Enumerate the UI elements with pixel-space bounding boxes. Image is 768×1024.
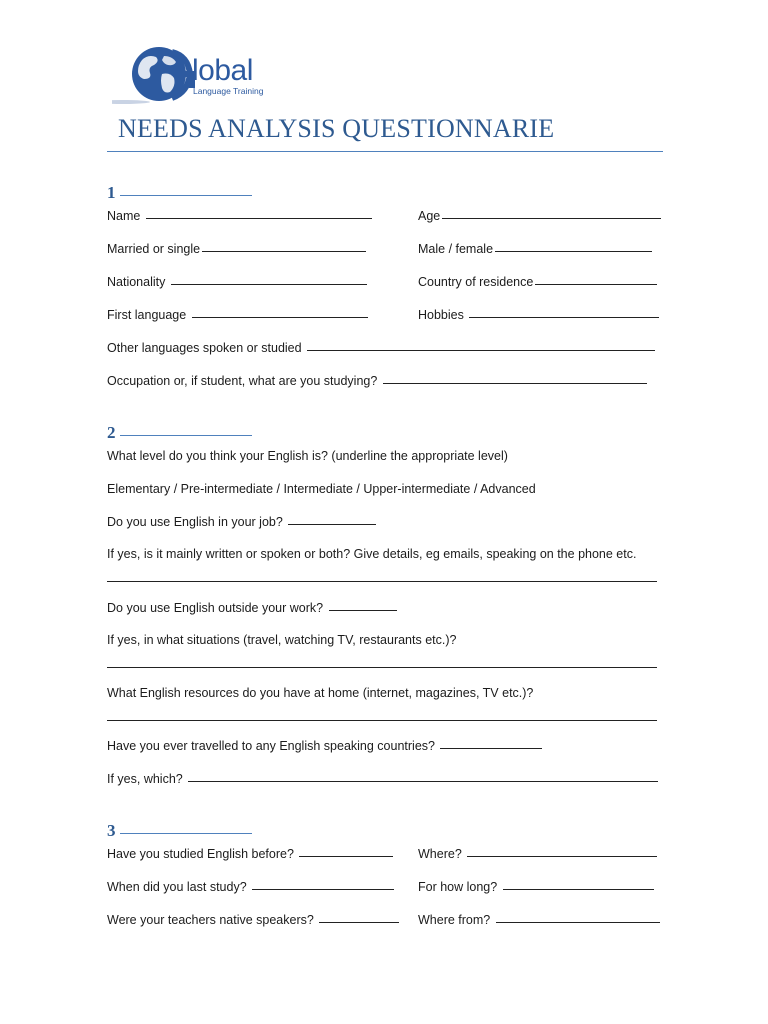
travelled-label: Have you ever travelled to any English speaking countries? <box>107 739 435 753</box>
where-from-label: Where from? <box>418 913 491 927</box>
occupation-blank[interactable] <box>383 383 647 384</box>
section-1-number: 1 <box>107 183 116 202</box>
how-long-field[interactable] <box>418 879 654 895</box>
married-field[interactable] <box>107 241 366 257</box>
hobbies-field[interactable] <box>418 307 659 323</box>
gender-field[interactable] <box>418 241 652 257</box>
job-question-label: Do you use English in your job? <box>107 515 283 529</box>
travelled-field[interactable] <box>107 738 542 754</box>
job-blank[interactable] <box>288 524 376 525</box>
age-blank[interactable] <box>442 218 661 219</box>
age-label: Age <box>418 209 441 223</box>
which-label: If yes, which? <box>107 772 183 786</box>
occupation-field[interactable] <box>107 373 647 389</box>
last-study-blank[interactable] <box>252 889 394 890</box>
section-1-heading <box>107 183 252 203</box>
hobbies-label: Hobbies <box>418 308 464 322</box>
outside-work-field[interactable] <box>107 600 397 616</box>
situations-question: If yes, in what situations (travel, watching TV, restaurants etc.)? <box>107 633 457 647</box>
other-languages-blank[interactable] <box>307 350 655 351</box>
logo-subtitle: Language Training <box>193 86 264 96</box>
where-blank[interactable] <box>467 856 657 857</box>
residence-blank[interactable] <box>535 284 657 285</box>
level-options[interactable]: Elementary / Pre-intermediate / Intermediate / Upper-intermediate / Advanced <box>107 482 536 496</box>
married-blank[interactable] <box>202 251 366 252</box>
title-divider <box>107 151 663 152</box>
gender-blank[interactable] <box>495 251 652 252</box>
how-long-label: For how long? <box>418 880 498 894</box>
other-languages-label: Other languages spoken or studied <box>107 341 302 355</box>
level-question: What level do you think your English is? (underline the appropriate level) <box>107 449 508 463</box>
studied-before-label: Have you studied English before? <box>107 847 294 861</box>
section-3-number: 3 <box>107 821 116 840</box>
section-2-rule <box>120 435 252 436</box>
age-field[interactable] <box>418 208 661 224</box>
native-speakers-blank[interactable] <box>319 922 399 923</box>
studied-before-blank[interactable] <box>299 856 393 857</box>
page-title: NEEDS ANALYSIS QUESTIONNARIE <box>118 114 555 143</box>
native-speakers-field[interactable] <box>107 912 399 928</box>
last-study-label: When did you last study? <box>107 880 247 894</box>
name-field[interactable] <box>107 208 372 224</box>
logo-text: lobal <box>192 54 253 87</box>
occupation-label: Occupation or, if student, what are you studying? <box>107 374 378 388</box>
native-speakers-label: Were your teachers native speakers? <box>107 913 314 927</box>
name-label: Name <box>107 209 141 223</box>
first-language-blank[interactable] <box>192 317 368 318</box>
first-language-field[interactable] <box>107 307 368 323</box>
outside-work-blank[interactable] <box>329 610 397 611</box>
section-2-heading <box>107 423 252 443</box>
last-study-field[interactable] <box>107 879 394 895</box>
which-field[interactable] <box>107 771 658 787</box>
first-language-label: First language <box>107 308 187 322</box>
situations-answer-line[interactable] <box>107 667 657 668</box>
written-question: If yes, is it mainly written or spoken or both? Give details, eg emails, speaking on the phone etc. <box>107 547 637 561</box>
nationality-field[interactable] <box>107 274 367 290</box>
nationality-label: Nationality <box>107 275 166 289</box>
section-2-number: 2 <box>107 423 116 442</box>
gender-label: Male / female <box>418 242 494 256</box>
section-3-rule <box>120 833 252 834</box>
written-answer-line[interactable] <box>107 581 657 582</box>
where-from-blank[interactable] <box>496 922 660 923</box>
outside-work-label: Do you use English outside your work? <box>107 601 324 615</box>
hobbies-blank[interactable] <box>469 317 659 318</box>
section-1-rule <box>120 195 252 196</box>
job-question-field[interactable] <box>107 514 376 530</box>
other-languages-field[interactable] <box>107 340 655 356</box>
where-field[interactable] <box>418 846 657 862</box>
resources-answer-line[interactable] <box>107 720 657 721</box>
studied-before-field[interactable] <box>107 846 393 862</box>
name-blank[interactable] <box>146 218 372 219</box>
married-label: Married or single <box>107 242 201 256</box>
travelled-blank[interactable] <box>440 748 542 749</box>
nationality-blank[interactable] <box>171 284 367 285</box>
how-long-blank[interactable] <box>503 889 654 890</box>
section-3-heading <box>107 821 252 841</box>
which-blank[interactable] <box>188 781 658 782</box>
residence-field[interactable] <box>418 274 657 290</box>
resources-question: What English resources do you have at home (internet, magazines, TV etc.)? <box>107 686 534 700</box>
residence-label: Country of residence <box>418 275 534 289</box>
where-from-field[interactable] <box>418 912 660 928</box>
where-label: Where? <box>418 847 462 861</box>
